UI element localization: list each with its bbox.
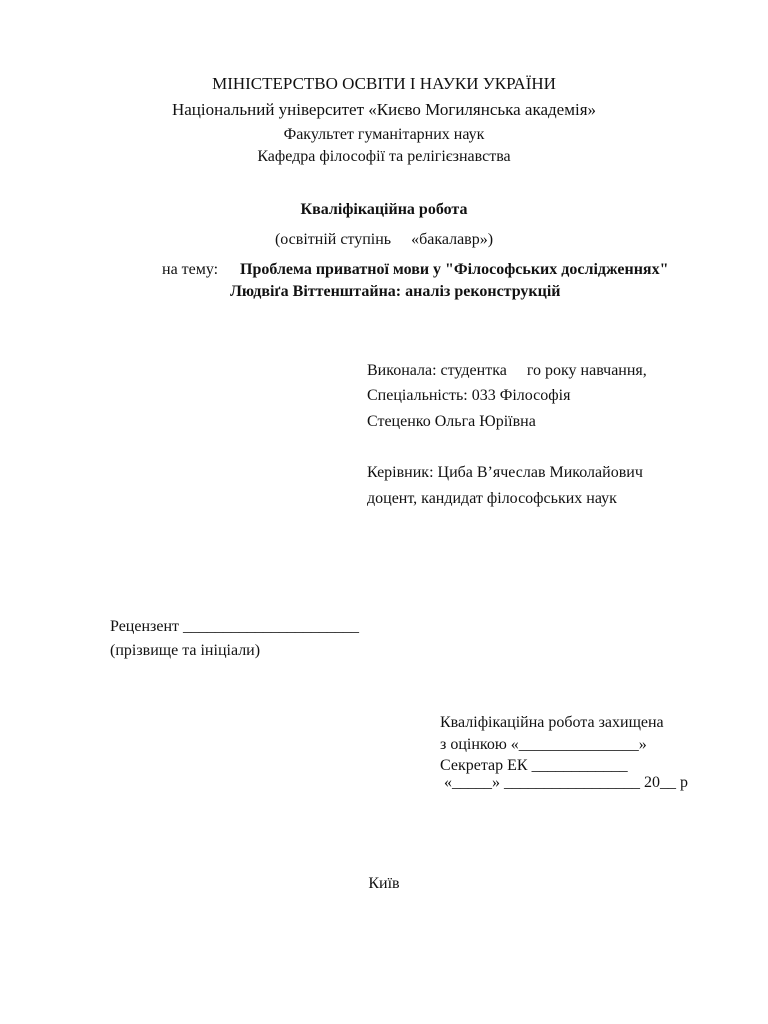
faculty-name: Факультет гуманітарних наук (283, 126, 485, 143)
author-name: Стеценко Ольга Юріївна (367, 413, 536, 430)
reviewer-line: Рецензент ______________________ (110, 618, 359, 635)
work-type: Кваліфікаційна робота (300, 201, 468, 218)
supervisor-line: Керівник: Циба В’ячеслав Миколайович (367, 464, 643, 481)
defense-line: Кваліфікаційна робота захищена (440, 714, 664, 731)
grade-line: з оцінкою «_______________» (440, 736, 647, 753)
topic-prefix: на тему: (162, 261, 219, 278)
university-name: Національний університет «Києво Могилянська академія» (171, 100, 597, 119)
reviewer-hint: (прізвище та ініціали) (110, 642, 261, 659)
supervisor-title: доцент, кандидат філософських наук (367, 490, 617, 507)
ministry-title: МІНІСТЕРСТВО ОСВІТИ І НАУКИ УКРАЇНИ (212, 74, 556, 93)
date-line: «_____» _________________ 20__ р (440, 774, 688, 791)
degree-line: (освітній ступінь «бакалавр») (274, 231, 494, 248)
performed-by-line: Виконала: студентка го року навчання, (367, 362, 647, 379)
secretary-line: Секретар ЕК ____________ (440, 757, 628, 774)
city-name: Київ (368, 875, 400, 892)
specialty-line: Спеціальність: 033 Філософія (367, 387, 571, 404)
topic-title-line2: Людвіґа Віттенштайна: аналіз реконструкцій (230, 283, 561, 300)
topic-title-line1: Проблема приватної мови у "Філософських дослідженнях" (240, 261, 669, 278)
department-name: Кафедра філософії та релігієзнавства (257, 148, 511, 165)
